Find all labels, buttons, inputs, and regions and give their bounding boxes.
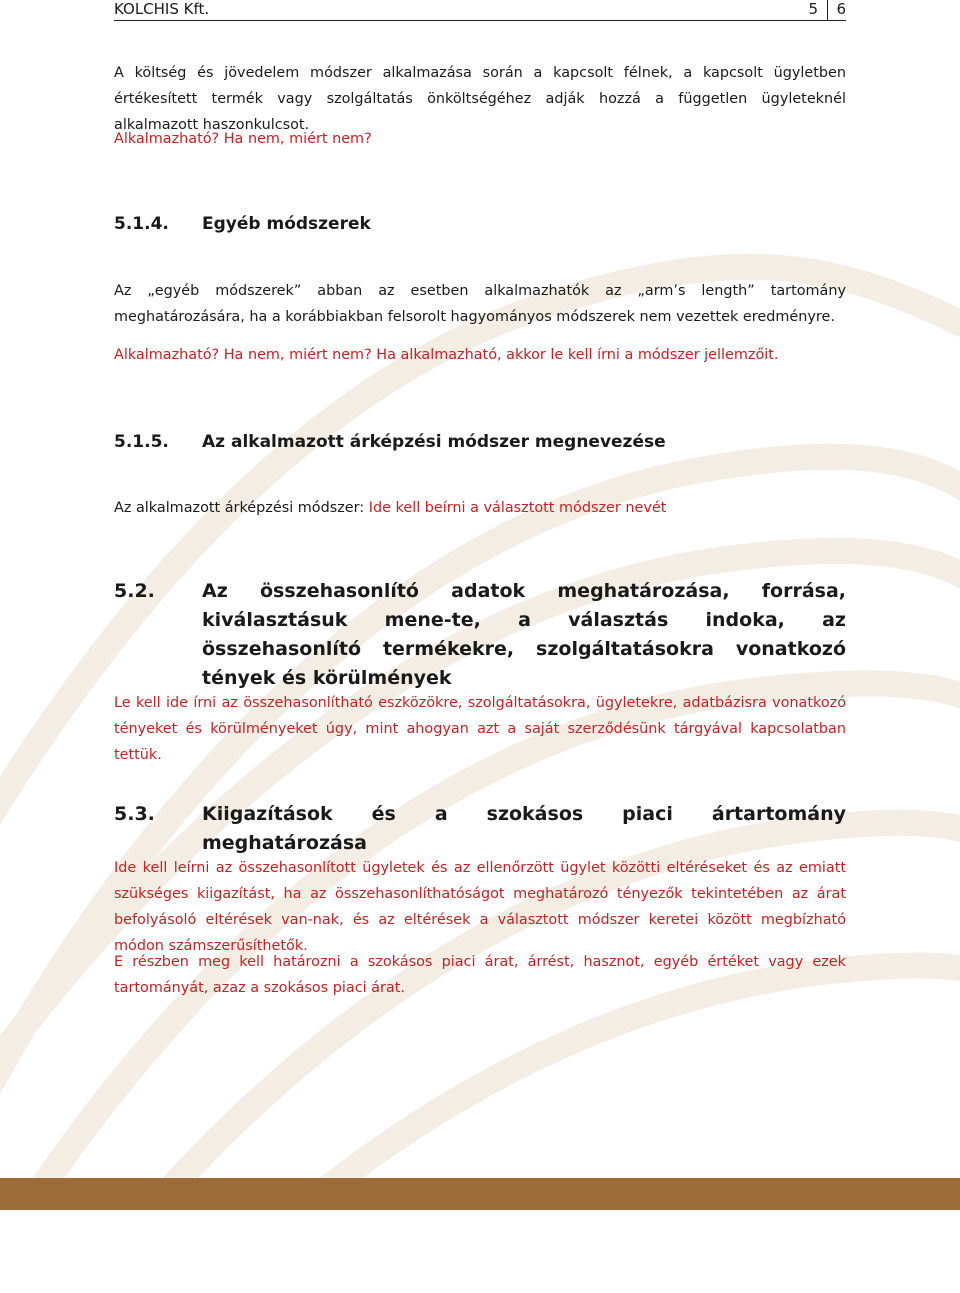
section-number: 5.1.4.	[114, 214, 169, 234]
section-5-2-body	[114, 690, 846, 768]
section-title: Egyéb módszerek	[202, 214, 371, 234]
footer-band	[0, 1178, 960, 1210]
section-number: 5.2.	[114, 580, 155, 602]
section-number: 5.1.5.	[114, 432, 169, 452]
section-paragraph-1: Ide kell leírni az összehasonlított ügyletek és az ellenőrzött ügylet közötti eltéréseket és az emiatt szükséges kiigazítást, ha az összehasonlíthatóságot meghatározó tényezők tekintetében az árat befolyásoló eltérések van-nak, és az eltérések a választott módszer keretei között megbízható módon számszerűsíthetők.	[114, 860, 846, 954]
section-5-1-4-question-block	[114, 342, 846, 368]
method-line	[114, 495, 846, 521]
section-5-1-5-body	[114, 495, 846, 521]
intro-question-block	[114, 126, 846, 152]
page-header	[114, 0, 846, 21]
section-5-3-body	[114, 855, 846, 959]
section-paragraph: Az „egyéb módszerek” abban az esetben alkalmazhatók az „arm’s length” tartomány meghatározására, ha a korábbiakban felsorolt hagyományos módszerek nem vezettek eredményre.	[114, 283, 846, 325]
section-5-1-4-body	[114, 278, 846, 330]
section-title: Kiigazítások és a szokásos piaci ártartomány meghatározása	[202, 803, 846, 854]
section-5-3-body-2	[114, 949, 846, 1001]
section-paragraph: Le kell ide írni az összehasonlítható eszközökre, szolgáltatásokra, ügyletekre, adatbázisra vonatkozó tényeket és körülményeket úgy, mint ahogyan azt a saját szerződésünk tárgyával kapcsolatban tettük.	[114, 695, 846, 763]
intro-question: Alkalmazható? Ha nem, miért nem?	[114, 131, 372, 147]
page-number-total: 6	[836, 0, 846, 18]
intro-paragraph: A költség és jövedelem módszer alkalmazása során a kapcsolt félnek, a kapcsolt ügyletben értékesített termék vagy szolgáltatás önköltségéhez adják hozzá a független ügyleteknél alkalmazott haszonkulcsot.	[114, 65, 846, 133]
page-number-divider	[827, 0, 828, 20]
section-title: Az összehasonlító adatok meghatározása, forrása, kiválasztásuk mene-te, a választás indoka, az összehasonlító termékekre, szolgáltatásokra vonatkozó tények és körülmények	[202, 580, 846, 689]
page-number-current: 5	[808, 0, 818, 18]
section-paragraph-2: E részben meg kell határozni a szokásos piaci árat, árrést, hasznot, egyéb értéket vagy ezek tartományát, azaz a szokásos piaci árat.	[114, 954, 846, 996]
method-label: Az alkalmazott árképzési módszer:	[114, 500, 369, 516]
company-name: KOLCHIS Kft.	[114, 0, 210, 18]
section-title: Az alkalmazott árképzési módszer megnevezése	[202, 432, 666, 452]
section-question: Alkalmazható? Ha nem, miért nem? Ha alkalmazható, akkor le kell írni a módszer jellemzőit.	[114, 347, 779, 363]
section-number: 5.3.	[114, 803, 155, 825]
method-value: Ide kell beírni a választott módszer nevét	[368, 500, 667, 516]
